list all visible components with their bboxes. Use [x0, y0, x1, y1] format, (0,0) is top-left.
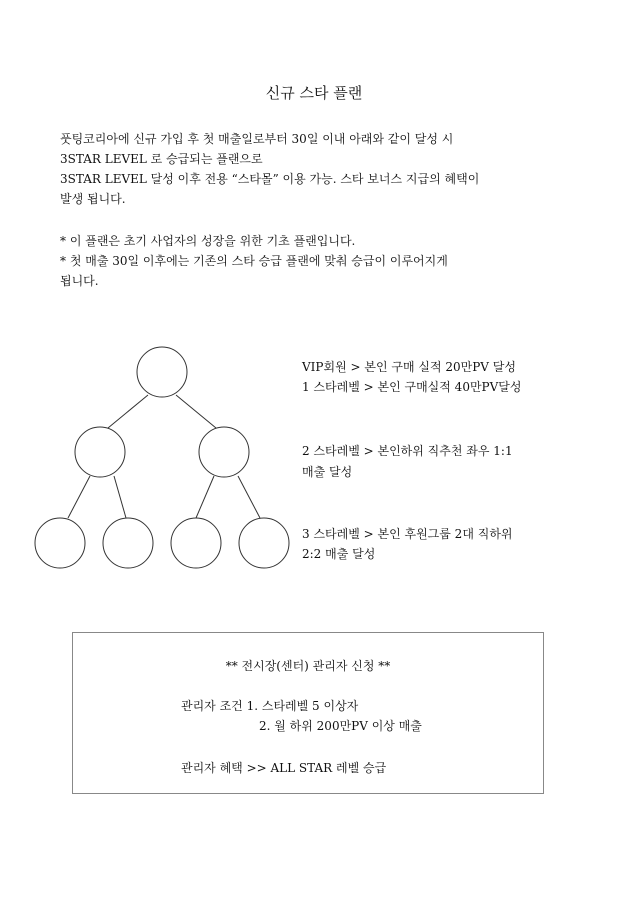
- manager-application-box: [72, 632, 544, 794]
- intro-line-3: 3STAR LEVEL 달성 이후 전용 “스타몰” 이용 가능. 스타 보너스 지급의 혜택이: [60, 172, 480, 186]
- tree-edge: [196, 476, 214, 518]
- tree-node-leaf: [171, 518, 221, 568]
- tree-node-left: [75, 427, 125, 477]
- intro-line-2: 3STAR LEVEL 로 승급되는 플랜으로: [60, 152, 263, 166]
- tree-edge: [176, 395, 216, 428]
- level-star-2-line-2: 매출 달성: [302, 465, 353, 479]
- tree-node-leaf: [103, 518, 153, 568]
- level-star-3-line-2: 2:2 매출 달성: [302, 547, 376, 561]
- manager-condition-2: 2. 월 하위 200만PV 이상 매출: [259, 719, 422, 733]
- intro-line-1: 풋팅코리아에 신규 가입 후 첫 매출일로부터 30일 이내 아래와 같이 달성 시: [60, 132, 454, 146]
- tree-edge: [114, 476, 126, 518]
- binary-tree-diagram: [30, 340, 292, 580]
- tree-edge: [108, 395, 148, 428]
- note-2-line-2: 됩니다.: [60, 274, 99, 288]
- tree-node-leaf: [35, 518, 85, 568]
- tree-edge: [68, 476, 90, 518]
- manager-benefit: 관리자 혜택 >> ALL STAR 레벨 승급: [181, 761, 387, 775]
- page-title: 신규 스타 플랜: [265, 84, 363, 102]
- tree-node-right: [199, 427, 249, 477]
- manager-condition-1: 관리자 조건 1. 스타레벨 5 이상자: [181, 699, 359, 713]
- tree-node-root: [137, 347, 187, 397]
- note-1: * 이 플랜은 초기 사업자의 성장을 위한 기초 플랜입니다.: [60, 234, 356, 248]
- note-2-line-1: * 첫 매출 30일 이후에는 기존의 스타 승급 플랜에 맞춰 승급이 이루어지게: [60, 254, 448, 268]
- level-vip: VIP회원 > 본인 구매 실적 20만PV 달성: [302, 360, 516, 374]
- tree-node-leaf: [239, 518, 289, 568]
- level-star-2-line-1: 2 스타레벨 > 본인하위 직추천 좌우 1:1: [302, 444, 513, 458]
- tree-edge: [238, 476, 260, 518]
- level-star-3-line-1: 3 스타레벨 > 본인 후원그룹 2대 직하위: [302, 527, 513, 541]
- manager-box-heading: ** 전시장(센터) 관리자 신청 **: [225, 659, 391, 673]
- level-star-1: 1 스타레벨 > 본인 구매실적 40만PV달성: [302, 380, 522, 394]
- intro-line-4: 발생 됩니다.: [60, 192, 126, 206]
